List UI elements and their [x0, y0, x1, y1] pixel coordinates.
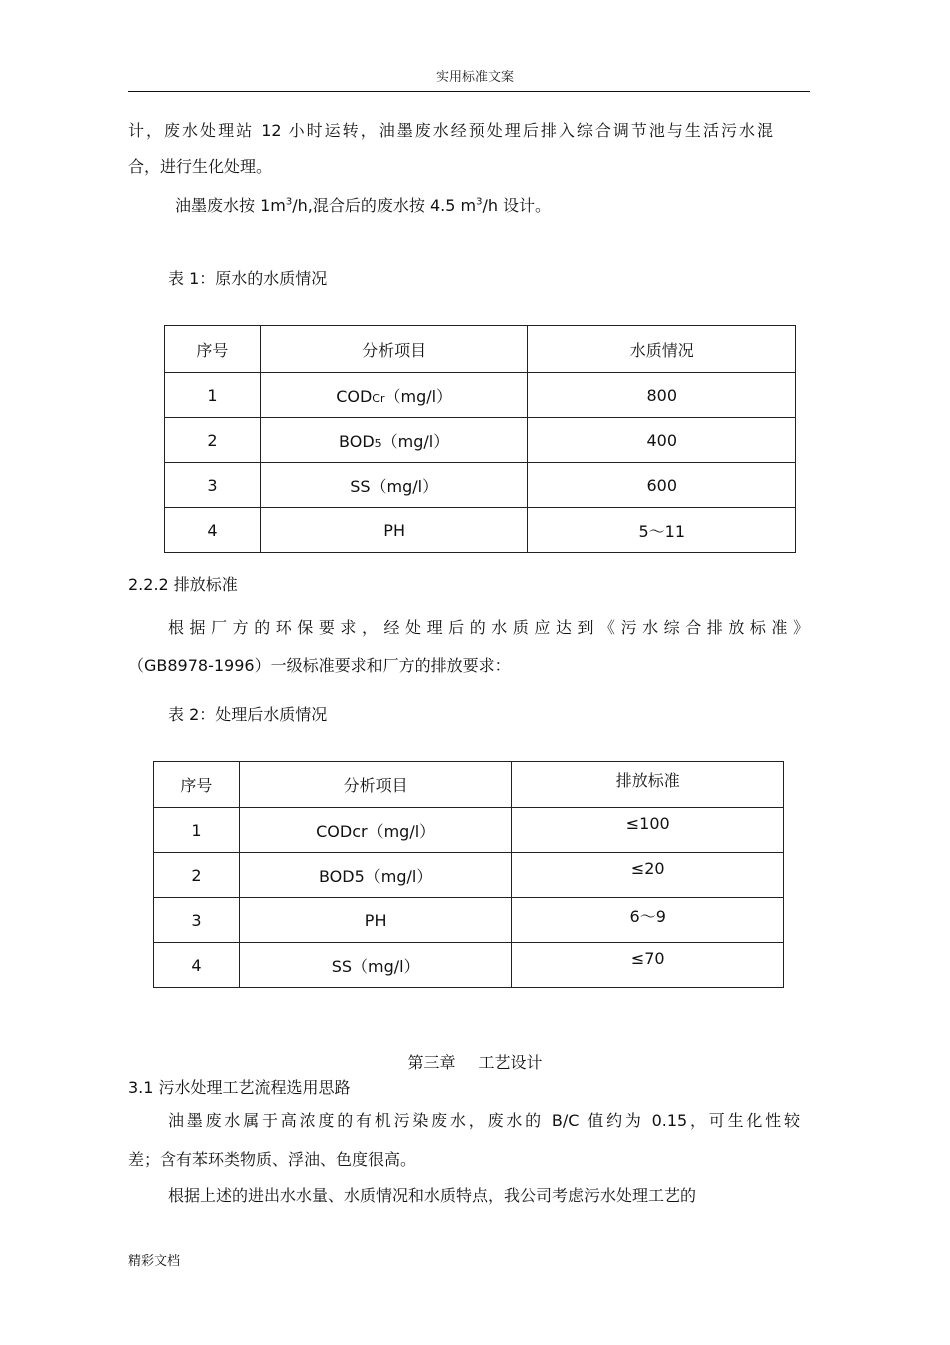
item-name: COD: [336, 386, 373, 406]
item-unit: （mg/l）: [370, 476, 439, 496]
header-cell: 分析项目: [239, 762, 512, 808]
paragraph-line: 差；含有苯环类物质、浮油、色度很高。: [128, 1150, 417, 1169]
item-name: PH: [383, 520, 405, 540]
table-header-row: [154, 762, 784, 808]
table2-caption: 表 2：处理后水质情况: [168, 705, 328, 724]
cell-no: 4: [154, 943, 240, 988]
paragraph-line: 根据厂方的环保要求，经处理后的水质应达到《污水综合排放标准》: [168, 618, 809, 637]
section-heading: 2.2.2 排放标准: [128, 575, 238, 594]
text-run: /h,混合后的废水按 4.5 m: [292, 196, 477, 215]
superscript: 3: [285, 196, 293, 208]
cell-item: [260, 508, 528, 553]
cell-value: ≤70: [512, 943, 784, 988]
cell-item: PH: [239, 898, 512, 943]
paragraph-line: 计，废水处理站 12 小时运转，油墨废水经预处理后排入综合调节池与生活污水混: [128, 121, 773, 140]
cell-item: SS（mg/l）: [239, 943, 512, 988]
item-subscript: 5: [374, 436, 382, 450]
table-row: [165, 463, 796, 508]
cell-item: CODcr（mg/l）: [239, 808, 512, 853]
treated-water-table: [153, 761, 784, 988]
text-run: /h 设计。: [482, 196, 552, 215]
item-name: BOD: [339, 431, 375, 451]
paragraph-flow-rates: [175, 196, 551, 216]
item-name: SS: [350, 476, 371, 496]
superscript: 3: [476, 196, 483, 208]
header-cell: 排放标准: [512, 762, 784, 808]
cell-value: 5～11: [528, 508, 796, 553]
cell-item: BOD5（mg/l）: [239, 853, 512, 898]
header-cell: 序号: [165, 326, 261, 373]
item-subscript: Cr: [372, 391, 385, 405]
chapter-title: 第三章 工艺设计: [407, 1053, 543, 1072]
cell-value: 6～9: [512, 898, 784, 943]
header-cell: 分析项目: [260, 326, 528, 373]
cell-value: 400: [528, 418, 796, 463]
cell-value: 600: [528, 463, 796, 508]
table-row: [165, 373, 796, 418]
cell-value: ≤20: [512, 853, 784, 898]
table-row: [165, 418, 796, 463]
cell-item: [260, 418, 528, 463]
table-row: [154, 808, 784, 853]
item-unit: （mg/l）: [381, 431, 450, 451]
raw-water-table: [164, 325, 796, 553]
cell-no: 3: [154, 898, 240, 943]
table-row: [154, 943, 784, 988]
cell-no: 1: [165, 373, 261, 418]
paragraph-line: 合，进行生化处理。: [128, 157, 273, 176]
section-heading: 3.1 污水处理工艺流程选用思路: [128, 1078, 351, 1097]
cell-item: [260, 373, 528, 418]
page-footer: 精彩文档: [128, 1254, 181, 1269]
cell-no: 4: [165, 508, 261, 553]
table-row: [165, 508, 796, 553]
cell-value: 800: [528, 373, 796, 418]
header-cell: 序号: [154, 762, 240, 808]
page-header: 实用标准文案: [435, 70, 514, 85]
table-row: [154, 898, 784, 943]
paragraph-line: 根据上述的进出水水量、水质情况和水质特点，我公司考虑污水处理工艺的: [168, 1186, 697, 1205]
cell-item: [260, 463, 528, 508]
header-cell: 水质情况: [528, 326, 796, 373]
cell-no: 2: [165, 418, 261, 463]
table1-caption: 表 1：原水的水质情况: [168, 269, 328, 288]
paragraph-line: （GB8978-1996）一级标准要求和厂方的排放要求：: [128, 656, 511, 675]
text-run: 油墨废水按 1m: [175, 196, 286, 215]
table-header-row: [165, 326, 796, 373]
cell-no: 2: [154, 853, 240, 898]
cell-value: ≤100: [512, 808, 784, 853]
cell-no: 3: [165, 463, 261, 508]
cell-no: 1: [154, 808, 240, 853]
header-divider: [128, 91, 810, 92]
table-row: [154, 853, 784, 898]
paragraph-line: 油墨废水属于高浓度的有机污染废水，废水的 B/C 值约为 0.15，可生化性较: [168, 1111, 800, 1130]
item-unit: （mg/l）: [384, 386, 453, 406]
